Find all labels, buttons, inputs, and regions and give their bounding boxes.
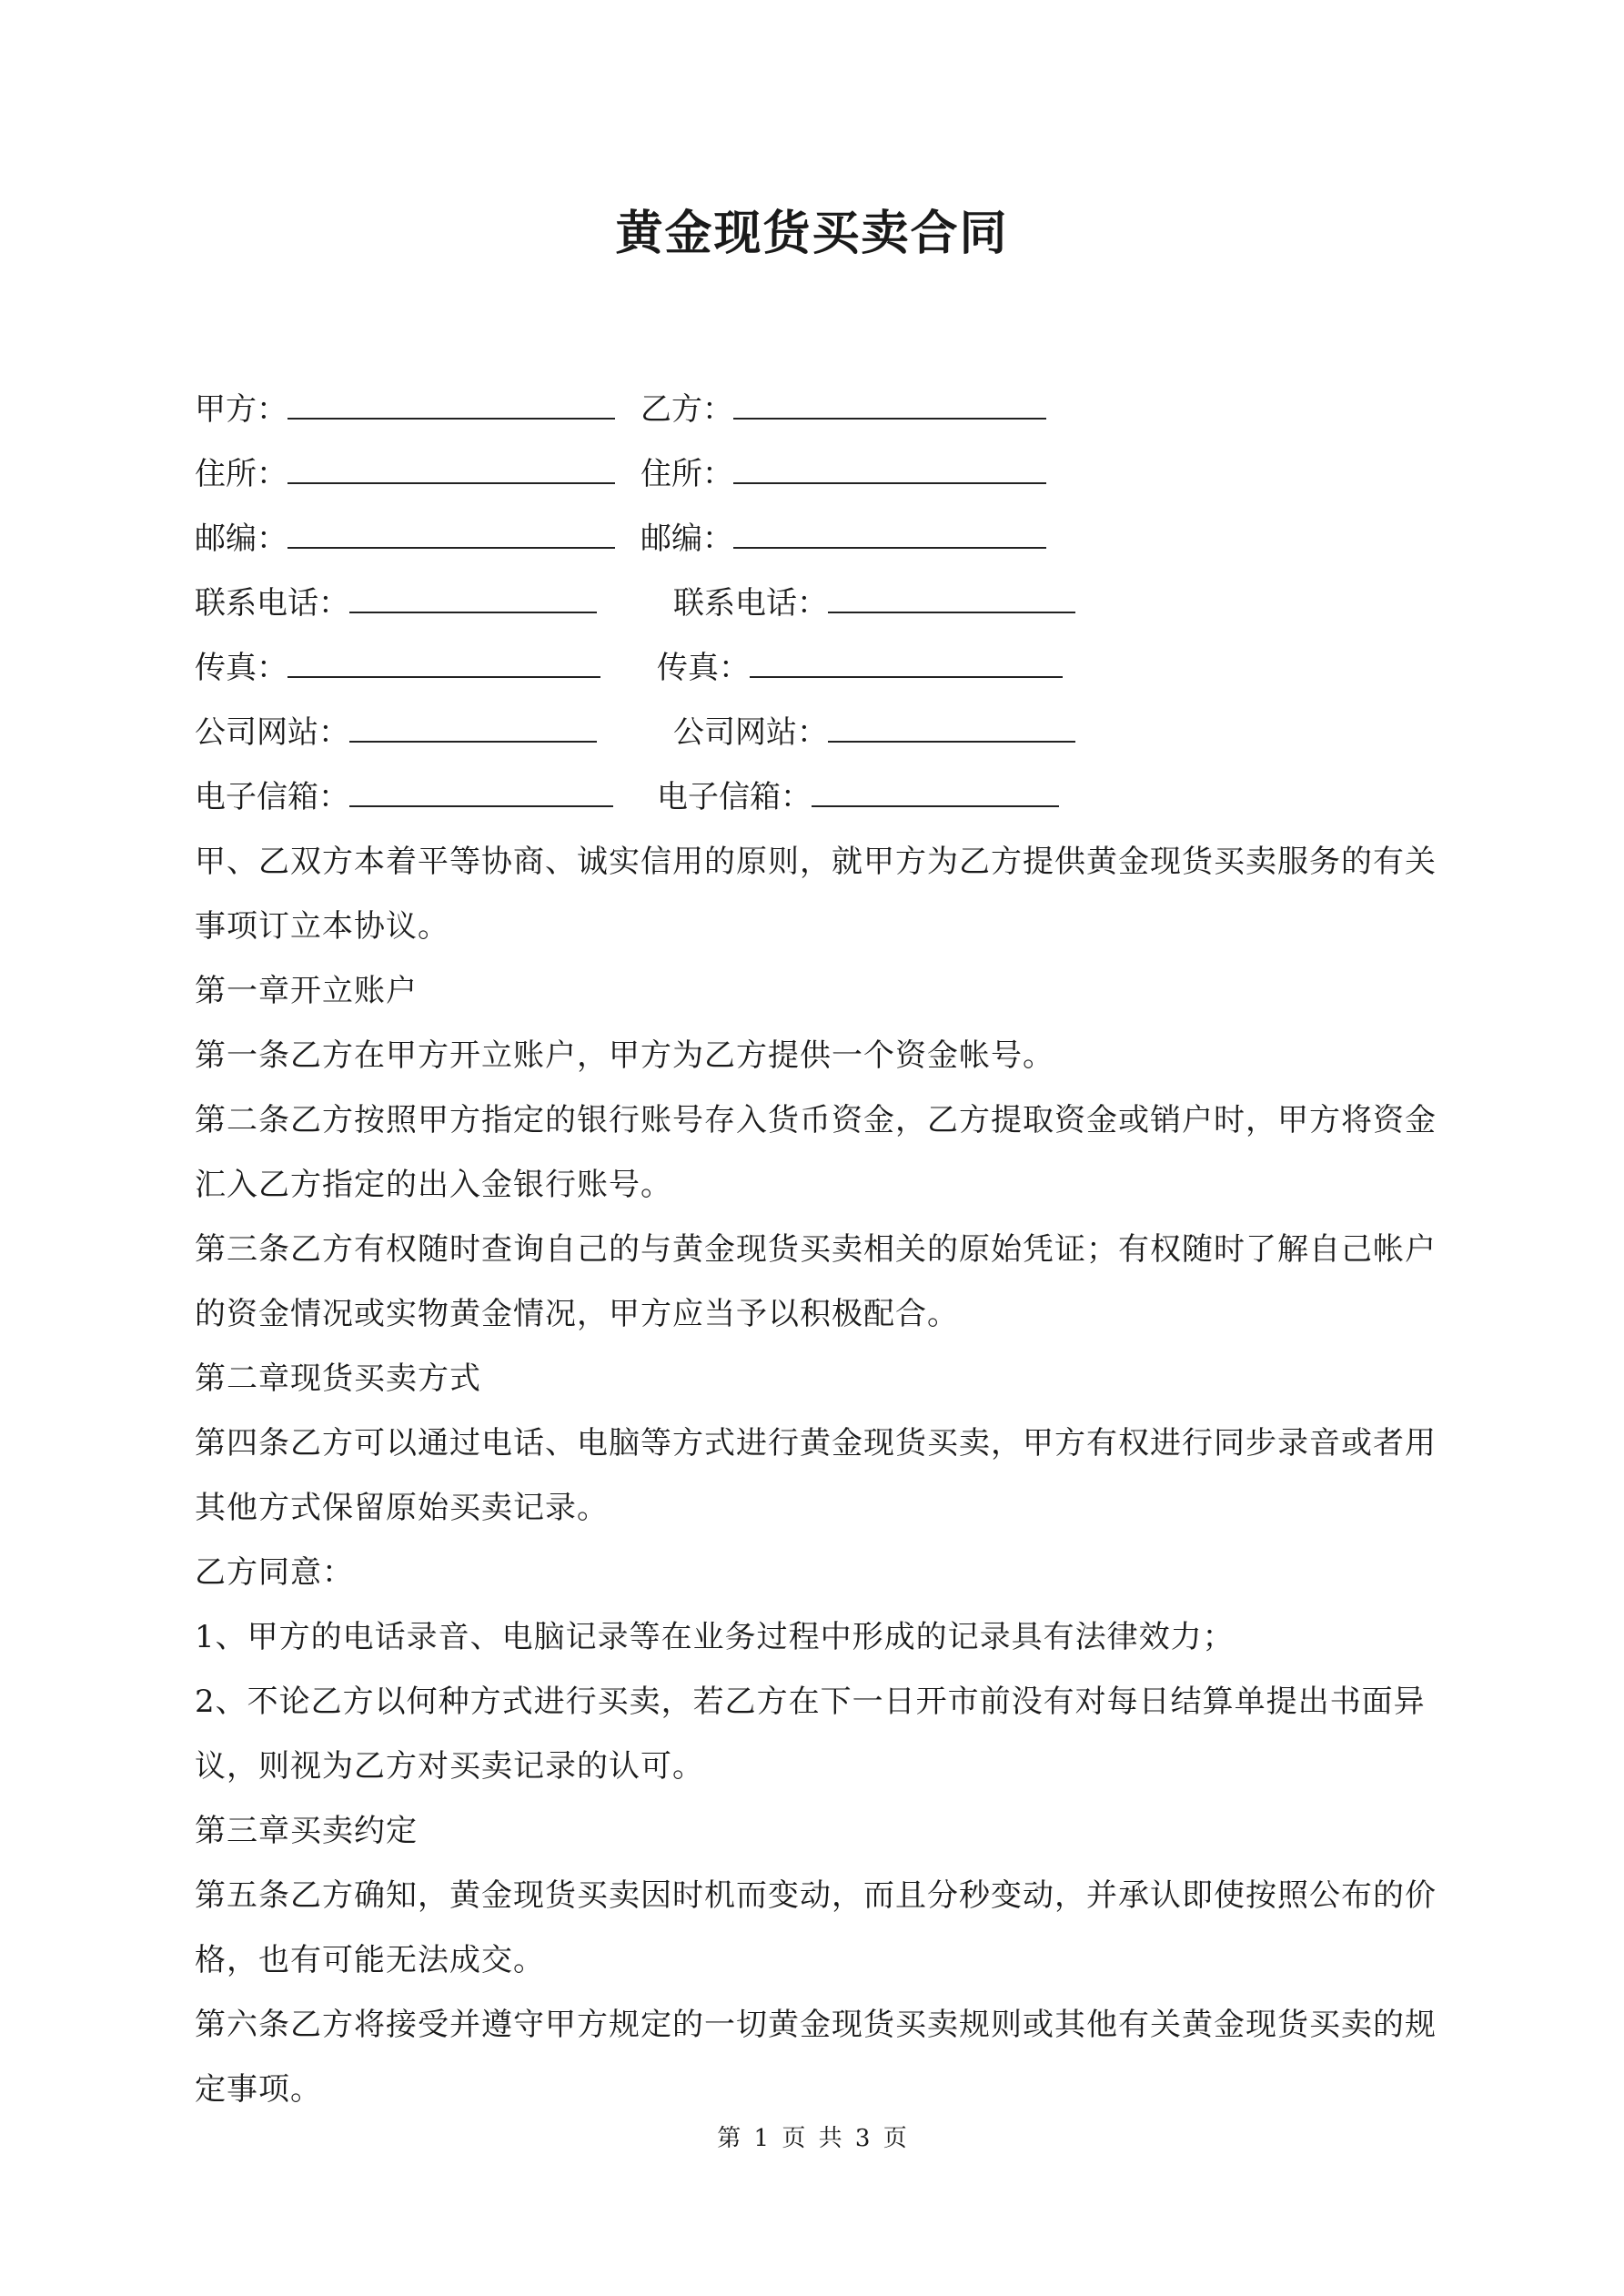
article-paragraph: 第三条乙方有权随时查询自己的与黄金现货买卖相关的原始凭证；有权随时了解自己帐户的资金情况或实物黄金情况，甲方应当予以积极配合。: [195, 1231, 1437, 1332]
consent-heading: 乙方同意：: [195, 1554, 354, 1591]
article-paragraph: 第六条乙方将接受并遵守甲方规定的一切黄金现货买卖规则或其他有关黄金现货买卖的规定事项。: [195, 2007, 1437, 2108]
party-a-field: [195, 378, 615, 442]
party-b-email-label: 电子信箱：: [657, 779, 812, 815]
party-a-fax-blank[interactable]: [287, 649, 600, 678]
party-b-fax-blank[interactable]: [750, 649, 1063, 678]
article-paragraph: 第五条乙方确知，黄金现货买卖因时机而变动，而且分秒变动，并承认即使按照公布的价格，也有可能无法成交。: [195, 1877, 1437, 1978]
party-a-phone-field: [195, 571, 597, 636]
party-a-postcode-field: [195, 507, 615, 571]
party-b-postcode-field: [641, 507, 1046, 571]
article-paragraph: 第四条乙方可以通过电话、电脑等方式进行黄金现货买卖，甲方有权进行同步录音或者用其他方式保留原始买卖记录。: [195, 1425, 1437, 1526]
party-row-website: [195, 701, 1450, 765]
party-b-phone-blank[interactable]: [828, 584, 1075, 613]
party-row-name: [195, 378, 1450, 442]
list-item: 1、甲方的电话录音、电脑记录等在业务过程中形成的记录具有法律效力；: [195, 1619, 1235, 1655]
page-number: 第 1 页 共 3 页: [717, 2125, 907, 2152]
party-b-fax-label: 传真：: [657, 650, 750, 686]
party-a-label: 甲方：: [195, 391, 287, 428]
party-row-postcode: [195, 507, 1450, 571]
party-b-address-field: [641, 442, 1046, 507]
preamble-paragraph: 甲、乙双方本着平等协商、诚实信用的原则，就甲方为乙方提供黄金现货买卖服务的有关事项订立本协议。: [195, 844, 1437, 945]
party-b-website-field: [673, 701, 1075, 765]
document-body: [195, 378, 1450, 2122]
chapter-heading: 第二章现货买卖方式: [195, 1360, 481, 1397]
article-paragraph: 第二条乙方按照甲方指定的银行账号存入货币资金，乙方提取资金或销户时，甲方将资金汇入乙方指定的出入金银行账号。: [195, 1102, 1437, 1203]
contract-text: [195, 830, 1450, 2122]
party-a-phone-label: 联系电话：: [195, 585, 349, 622]
chapter-heading: 第三章买卖约定: [195, 1813, 418, 1849]
chapter-heading: 第一章开立账户: [195, 973, 418, 1009]
party-b-phone-field: [673, 571, 1075, 636]
list-item: 2、不论乙方以何种方式进行买卖，若乙方在下一日开市前没有对每日结算单提出书面异议，则视为乙方对买卖记录的认可。: [195, 1684, 1426, 1785]
party-b-address-label: 住所：: [641, 456, 733, 492]
party-b-phone-label: 联系电话：: [673, 585, 828, 622]
party-b-website-label: 公司网站：: [673, 714, 828, 751]
party-a-email-field: [195, 765, 613, 830]
party-b-address-blank[interactable]: [733, 455, 1046, 484]
party-b-blank[interactable]: [733, 390, 1046, 420]
party-a-postcode-label: 邮编：: [195, 521, 287, 557]
party-a-email-blank[interactable]: [349, 778, 613, 807]
party-a-email-label: 电子信箱：: [195, 779, 349, 815]
party-a-phone-blank[interactable]: [349, 584, 597, 613]
party-row-phone: [195, 571, 1450, 636]
party-a-website-blank[interactable]: [349, 713, 597, 743]
document-title: 黄金现货买卖合同: [615, 206, 1009, 261]
article-paragraph: 第一条乙方在甲方开立账户，甲方为乙方提供一个资金帐号。: [195, 1037, 1054, 1074]
party-info-block: [195, 378, 1450, 830]
party-a-fax-field: [195, 636, 600, 701]
party-row-address: [195, 442, 1450, 507]
party-a-address-label: 住所：: [195, 456, 287, 492]
party-a-website-field: [195, 701, 597, 765]
party-row-email: [195, 765, 1450, 830]
party-b-field: [641, 378, 1046, 442]
party-b-email-field: [657, 765, 1059, 830]
party-b-postcode-label: 邮编：: [641, 521, 733, 557]
party-row-fax: [195, 636, 1450, 701]
party-a-address-field: [195, 442, 615, 507]
party-a-fax-label: 传真：: [195, 650, 287, 686]
party-a-website-label: 公司网站：: [195, 714, 349, 751]
party-a-blank[interactable]: [287, 390, 615, 420]
party-b-website-blank[interactable]: [828, 713, 1075, 743]
party-a-address-blank[interactable]: [287, 455, 615, 484]
party-b-email-blank[interactable]: [812, 778, 1059, 807]
party-b-fax-field: [657, 636, 1063, 701]
party-a-postcode-blank[interactable]: [287, 520, 615, 549]
party-b-label: 乙方：: [641, 391, 733, 428]
party-b-postcode-blank[interactable]: [733, 520, 1046, 549]
